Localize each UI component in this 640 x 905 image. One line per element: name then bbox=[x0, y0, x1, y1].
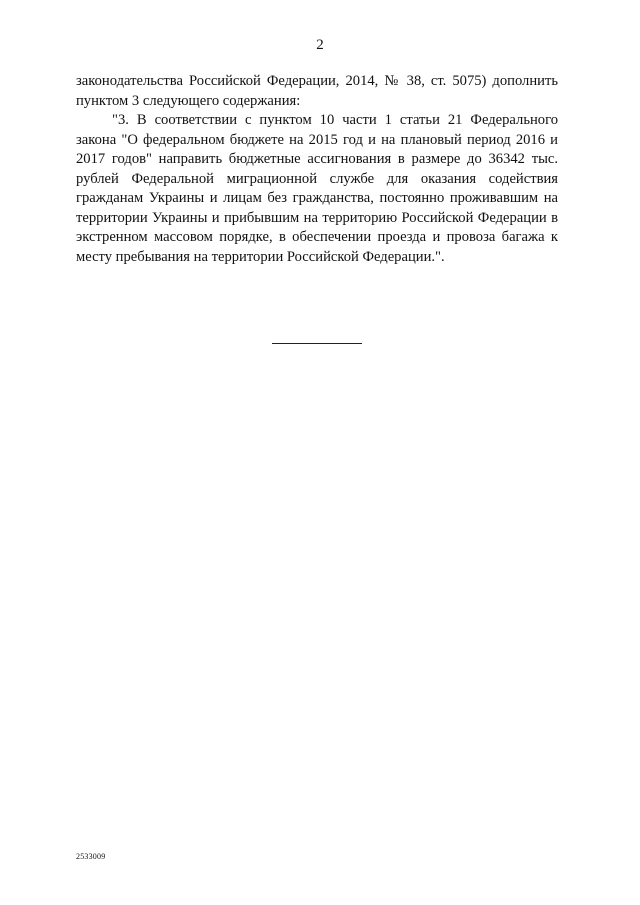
document-code: 2533009 bbox=[76, 852, 106, 861]
paragraph-amendment-text: "3. В соответствии с пунктом 10 части 1 статьи 21 Федерального закона "О федеральном бюджете на 2015 год и на плановый период 2016 и 2017 годов" направить бюджетные ассигнования в размере до 36342 тыс. рублей Федеральной миграционной службе для оказания содействия гражданам Украины и лицам без гражданства, постоянно проживавшим на территории Украины и прибывшим на территорию Российской Федерации в экстренном массовом порядке, в обеспечении проезда и провоза багажа к месту пребывания на территории Российской Федерации.". bbox=[76, 112, 558, 265]
document-body bbox=[76, 72, 558, 267]
paragraph-intro: законодательства Российской Федерации, 2014, № 38, ст. 5075) дополнить пунктом 3 следующего содержания: bbox=[76, 73, 558, 109]
page-number: 2 bbox=[316, 37, 324, 53]
end-separator-line bbox=[272, 343, 362, 344]
